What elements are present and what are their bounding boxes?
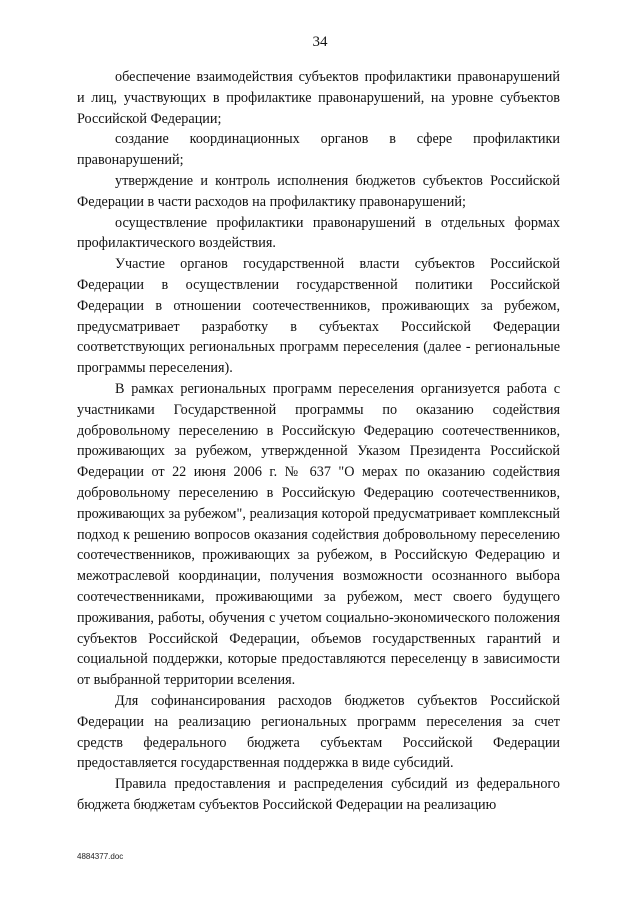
paragraph-7: Для софинансирования расходов бюджетов субъектов Российской Федерации на реализацию региональных программ переселения за счет средств федерального бюджета субъектам Российской Федерации предоставляется государственная поддержка в виде субсидий. — [77, 692, 560, 772]
paragraph-2: создание координационных органов в сфере профилактики правонарушений; — [77, 131, 560, 169]
paragraph-4: осуществление профилактики правонарушений в отдельных формах профилактического воздействия. — [77, 214, 560, 252]
paragraph-6: В рамках региональных программ переселения организуется работа с участниками Государственной программы по оказанию содействия добровольному переселению в Российскую Федерацию соотечественников, проживающих за рубежом, утвержденной Указом Президента Российской Федерации от 22 июня 2006 г. № 637 "О мерах по оказанию содействия добровольному переселению в Российскую Федерацию соотечественников, проживающих за рубежом", реализация которой предусматривает комплексный подход к решению вопросов оказания содействия добровольному переселению соотечественников, проживающих за рубежом, в Российскую Федерацию и межотраслевой координации, получения возможности осознанного выбора соотечественниками, проживающими за рубежом, мест своего будущего проживания, работы, обучения с учетом социально-экономического положения субъектов Российской Федерации, объемов государственных гарантий и социальной поддержки, которые предоставляются переселенцу в зависимости от выбранной территории вселения. — [77, 380, 560, 689]
paragraph-5: Участие органов государственной власти субъектов Российской Федерации в осуществлении государственной политики Российской Федерации в отношении соотечественников, проживающих за рубежом, предусматривает разработку в субъектах Российской Федерации соответствующих региональных программ переселения (далее - региональные программы переселения). — [77, 256, 560, 377]
document-body — [77, 67, 560, 816]
paragraph-8: Правила предоставления и распределения субсидий из федерального бюджета бюджетам субъектов Российской Федерации на реализацию — [77, 776, 560, 813]
paragraph-1: обеспечение взаимодействия субъектов профилактики правонарушений и лиц, участвующих в профилактике правонарушений, на уровне субъектов Российской Федерации; — [77, 69, 560, 127]
footer-filename: 4884377.doc — [77, 852, 124, 861]
page-number: 34 — [312, 34, 328, 50]
paragraph-3: утверждение и контроль исполнения бюджетов субъектов Российской Федерации в части расходов на профилактику правонарушений; — [77, 172, 560, 210]
